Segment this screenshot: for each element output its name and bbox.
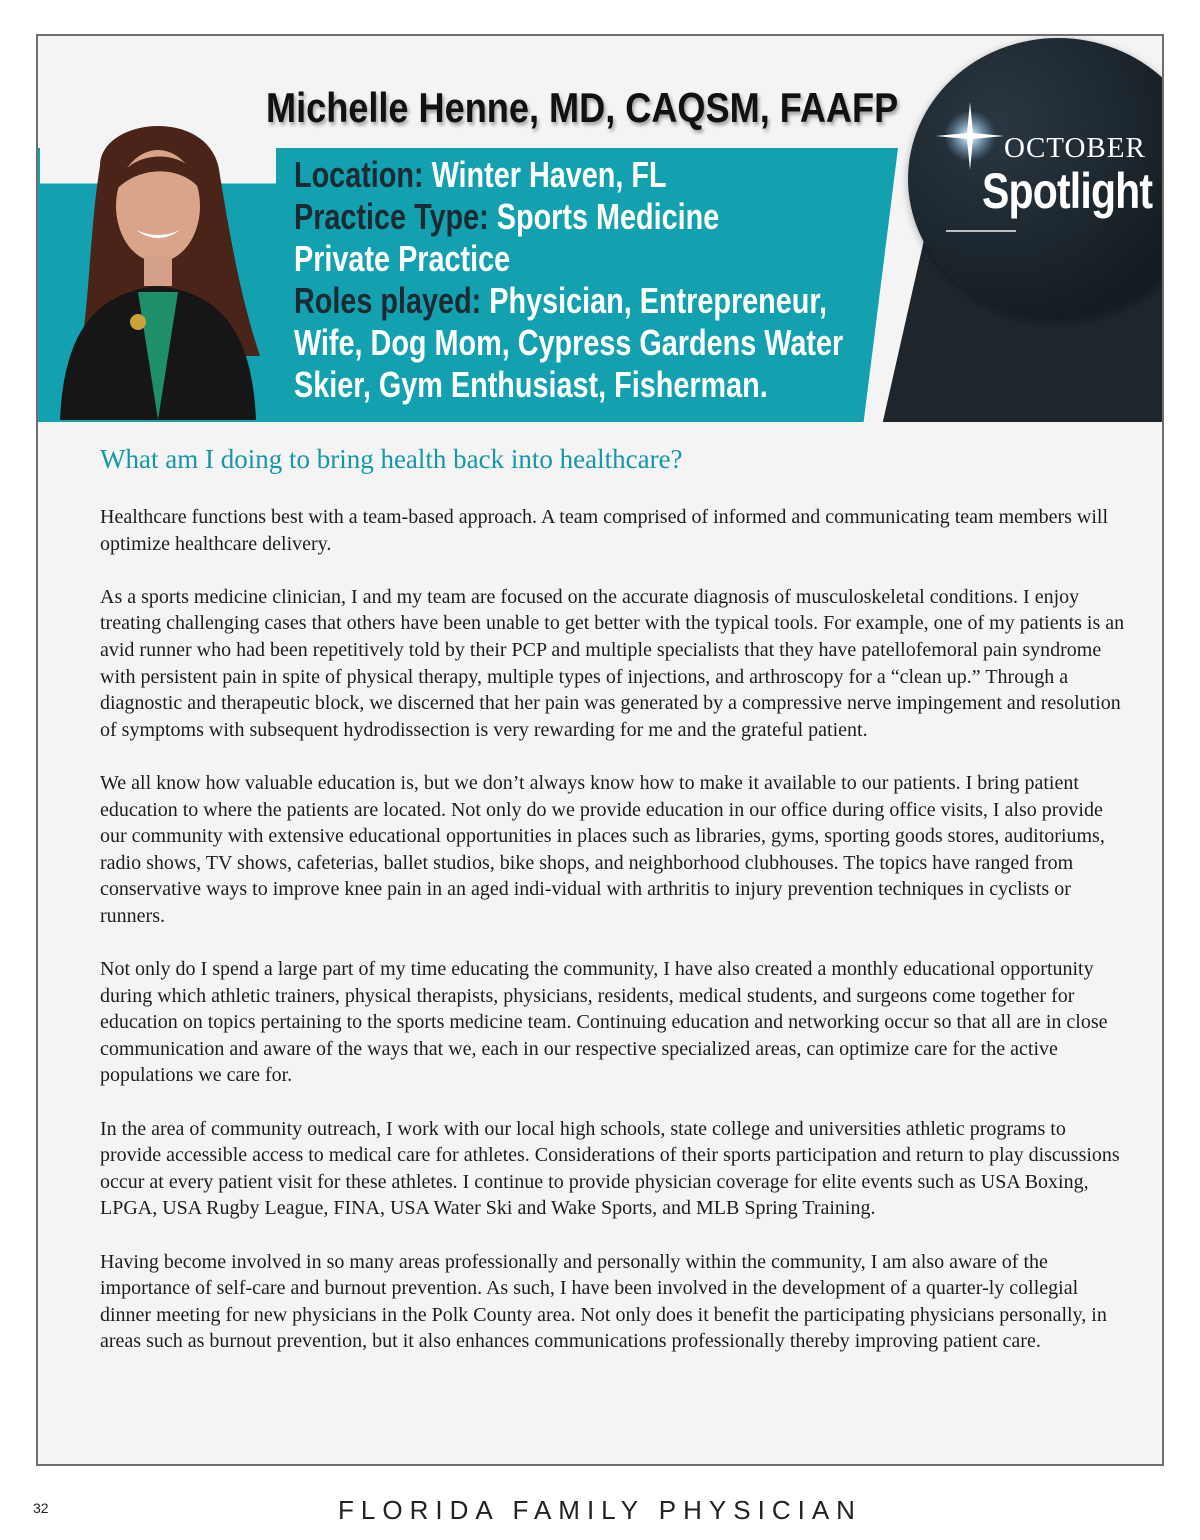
physician-name: Michelle Henne, MD, CAQSM, FAAFP xyxy=(266,84,899,131)
paragraph: Healthcare functions best with a team-based approach. A team comprised of informed and communicating team members will optimize healthcare delivery. xyxy=(100,506,1109,555)
article-heading: What am I doing to bring health back into healthcare? xyxy=(100,444,683,474)
paragraph: As a sports medicine clinician, I and my team are focused on the accurate diagnosis of musculoskeletal conditions. I enjoy treating challenging cases that others have been unable to get better with the typical tools. For example, one of my patients is an avid runner who had been repetitively told by their PCP and multiple specialists that they have patellofemoral pain syndrome with persistent pain in spite of physical therapy, multiple types of injections, and arthroscopy for a “clean up.” Through a diagnostic and therapeutic block, we discerned that her pain was generated by a compressive nerve impingement and resolution of symptoms with subsequent hydrodissection is very rewarding for me and the grateful patient. xyxy=(100,585,1125,741)
page-number: 32 xyxy=(33,1500,49,1516)
roles-label: Roles played: xyxy=(294,280,482,321)
roles-line xyxy=(294,280,902,406)
paragraph: In the area of community outreach, I work with our local high schools, state college and universities athletic programs to provide accessible access to medical care for athletes. Considerations of their sports participation and return to play discussions occur at every patient visit for these athletes. I continue to provide physician coverage for elite events such as USA Boxing, LPGA, USA Rugby League, FINA, USA Water Ski and Wake Sports, and MLB Spring Training. xyxy=(100,1117,1120,1220)
article-frame xyxy=(36,34,1164,1466)
location-value: Winter Haven, FL xyxy=(431,154,667,195)
practice-line xyxy=(294,196,806,280)
practice-value: Sports Medicine Private Practice xyxy=(294,196,720,279)
location-label: Location: xyxy=(294,154,424,195)
practice-label: Practice Type: xyxy=(294,196,489,237)
paragraph: We all know how valuable education is, but we don’t always know how to make it available to our patients. I bring patient education to where the patients are located. Not only do we provide education in our office during office visits, I also provide our community with extensive educational opportunities in places such as libraries, gyms, sporting goods stores, auditoriums, radio shows, TV shows, cafeterias, ballet studios, bike shops, and neighborhood clubhouses. The topics have ranged from conservative ways to improve knee pain in an aged indi-vidual with arthritis to injury prevention techniques in cyclists or runners. xyxy=(100,771,1105,927)
article-body xyxy=(100,504,1130,1382)
badge-title: Spotlight xyxy=(982,163,1153,219)
profile-info xyxy=(294,154,902,406)
location-line xyxy=(294,154,902,196)
publication-footer: FLORIDA FAMILY PHYSICIAN xyxy=(338,1495,862,1525)
badge-divider xyxy=(946,230,1016,232)
paragraph: Not only do I spend a large part of my time educating the community, I have also created a monthly educational opportunity during which athletic trainers, physical therapists, physicians, residents, medical students, and surgeons come together for education on topics pertaining to the sports medicine team. Continuing education and networking occur so that all are in close communication and aware of the ways that we, each in our respective specialized areas, can optimize care for the active populations we care for. xyxy=(100,958,1108,1087)
roles-value: Physician, Entrepreneur, Wife, Dog Mom, Cypress Gardens Water Skier, Gym Enthusiast, Fisherman. xyxy=(294,280,844,405)
physician-photo xyxy=(40,96,276,420)
paragraph: Having become involved in so many areas professionally and personally within the community, I am also aware of the importance of self-care and burnout prevention. As such, I have been involved in the development of a quarter-ly collegial dinner meeting for new physicians in the Polk County area. Not only does it benefit the participating physicians personally, in areas such as burnout prevention, but it also enhances communications professionally thereby improving patient care. xyxy=(100,1250,1107,1353)
badge-month: OCTOBER xyxy=(1004,132,1146,164)
